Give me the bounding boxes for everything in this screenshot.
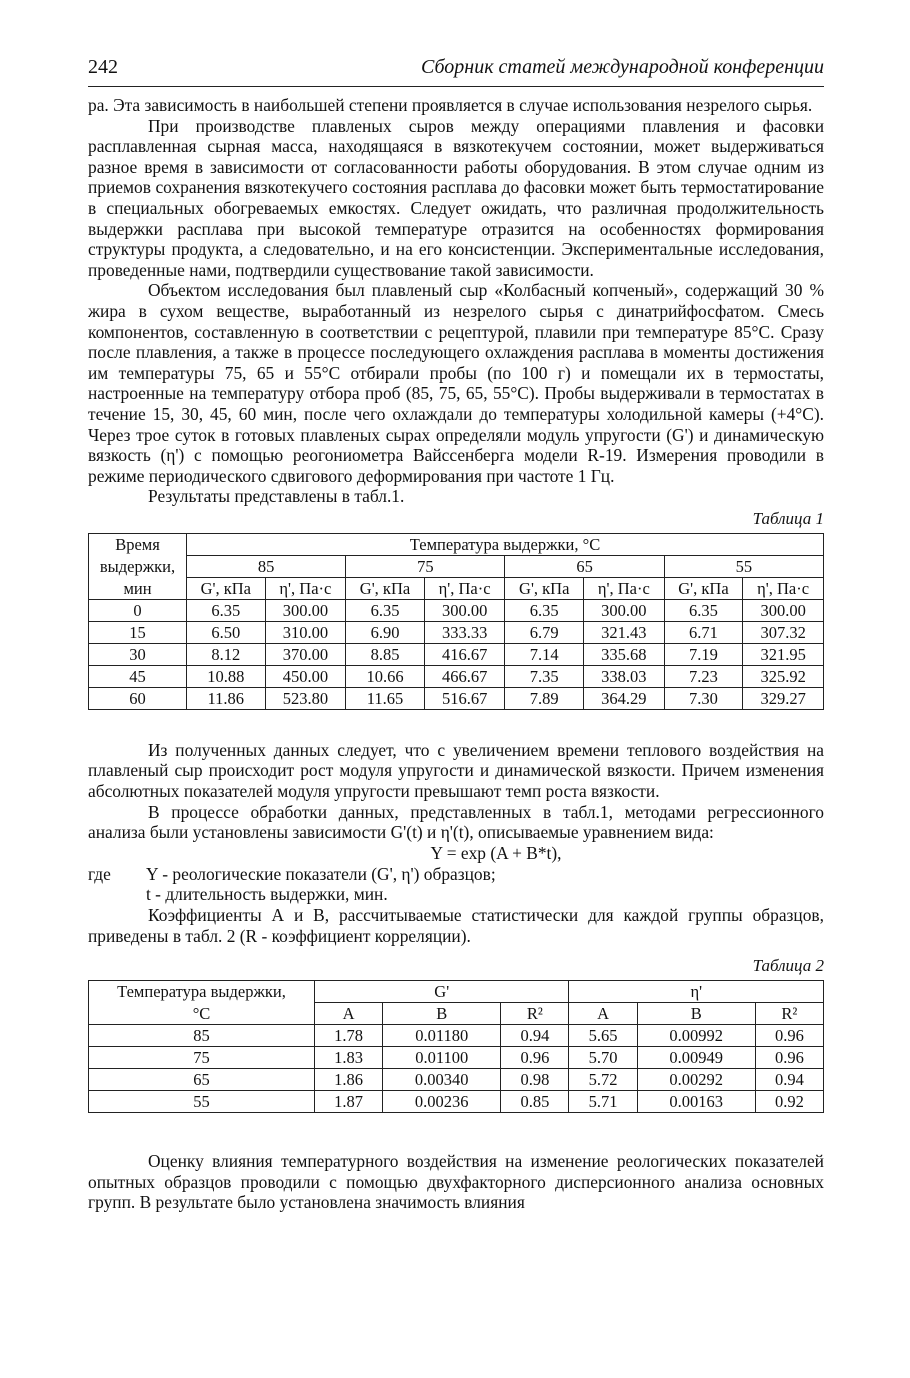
- table-cell: 300.00: [424, 599, 505, 621]
- paragraph-3: Объектом исследования был плавленый сыр «Колбасный копченый», содержащий 30 % жира в сухом веществе, выработанный из незрелого сырья с динатрийфосфатом. Смесь компонентов, составленную в соответствии с рецептурой, плавили при температуре 85°С. Сразу после плавления, а также в процессе последующего охлаждения расплава в моменты достижения им температуры 75, 65 и 55°С отбирали пробы (по 100 г) и помещали их в термостаты, настроенные на температуру отбора проб (85, 75, 65, 55°С). Пробы выдерживали в термостатах в течение 15, 30, 45, 60 мин, после чего охлаждали до температуры холодильной камеры (+4°С). Через трое суток в готовых плавленых сырах определяли модуль упругости (G') и динамическую вязкость (η') с помощью реогониометра Вайссенберга модели R-19. Измерения проводили в режиме периодического сдвигового деформирования при частоте 1 Гц.: [88, 280, 824, 486]
- where-y-text: Y - реологические показатели (G', η') образцов;: [146, 863, 496, 884]
- table-row: [89, 981, 824, 1003]
- table-row: [89, 1047, 824, 1069]
- table-cell: 75: [89, 1047, 315, 1069]
- table-cell: 7.35: [505, 665, 584, 687]
- table-header-cell: R²: [755, 1003, 823, 1025]
- table-cell: 516.67: [424, 687, 505, 709]
- equation: Y = exp (A + B*t),: [430, 842, 562, 863]
- table-cell: 0.96: [501, 1047, 569, 1069]
- table-cell: 0.01100: [383, 1047, 501, 1069]
- table-cell: 364.29: [584, 687, 665, 709]
- table-cell: 0.94: [755, 1069, 823, 1091]
- table-cell: 1.86: [315, 1069, 383, 1091]
- table-cell: 10.88: [187, 665, 266, 687]
- page: [88, 52, 824, 1213]
- where-label: где: [88, 863, 111, 884]
- where-line-t: t - длительность выдержки, мин.: [146, 884, 388, 905]
- page-header: [88, 52, 824, 87]
- table-cell: 0.96: [755, 1025, 823, 1047]
- table-header-cell: 65: [505, 555, 664, 577]
- table-cell: 6.71: [664, 621, 743, 643]
- table-cell: 300.00: [584, 599, 665, 621]
- table-header-cell: Температура выдержки, °С: [187, 533, 824, 555]
- table-header-cell: выдержки,: [89, 555, 187, 577]
- table-cell: 370.00: [265, 643, 346, 665]
- table-cell: 310.00: [265, 621, 346, 643]
- table-cell: 5.65: [569, 1025, 637, 1047]
- table-cell: 65: [89, 1069, 315, 1091]
- table-cell: 300.00: [265, 599, 346, 621]
- table-row: [89, 1069, 824, 1091]
- table-header-cell: °С: [89, 1003, 315, 1025]
- table-header-cell: G', кПа: [346, 577, 425, 599]
- table-header-cell: η', Па·с: [265, 577, 346, 599]
- table-cell: 416.67: [424, 643, 505, 665]
- table-cell: 6.79: [505, 621, 584, 643]
- table-cell: 11.65: [346, 687, 425, 709]
- paragraph-2: При производстве плавленых сыров между операциями плавления и фасовки расплавленная сырная масса, находящаяся в вязкотекучем состоянии, может выдерживаться разное время в зависимости от согласованности работы оборудования. В этом случае одним из приемов сохранения вязкотекучего состояния расплава до фасовки может быть термостатирование в специальных обогреваемых емкостях. Следует ожидать, что различная продолжительность выдержки расплава при высокой температуре отразится на особенностях формирования структуры продукта, а следовательно, и на его консистенции. Экспериментальные исследования, проведенные нами, подтвердили существование такой зависимости.: [88, 115, 824, 280]
- table-row: [89, 577, 824, 599]
- table-cell: 0.01180: [383, 1025, 501, 1047]
- table-row: [89, 665, 824, 687]
- table-cell: 6.35: [187, 599, 266, 621]
- table-cell: 7.30: [664, 687, 743, 709]
- table-header-cell: η', Па·с: [743, 577, 824, 599]
- table-cell: 0.00163: [637, 1091, 755, 1113]
- table-1-caption: Таблица 1: [752, 508, 824, 528]
- table-cell: 0.00340: [383, 1069, 501, 1091]
- paragraph-7: Коэффициенты А и В, рассчитываемые статистически для каждой группы образцов, приведены в табл. 2 (R - коэффициент корреляции).: [88, 905, 824, 946]
- table-cell: 0.92: [755, 1091, 823, 1113]
- table-header-cell: 85: [187, 555, 346, 577]
- table-cell: 85: [89, 1025, 315, 1047]
- table-row: [89, 643, 824, 665]
- table-row: [89, 533, 824, 555]
- table-header-cell: G', кПа: [505, 577, 584, 599]
- table-header-cell: 75: [346, 555, 505, 577]
- table-header-cell: A: [569, 1003, 637, 1025]
- paragraph-8: Оценку влияния температурного воздействия на изменение реологических показателей опытных образцов проводили с помощью двухфакторного дисперсионного анализа основных групп. В результате было установлена значимость влияния: [88, 1151, 824, 1213]
- table-cell: 0.96: [755, 1047, 823, 1069]
- table-cell: 1.83: [315, 1047, 383, 1069]
- table-header-cell: B: [637, 1003, 755, 1025]
- table-cell: 0.00992: [637, 1025, 755, 1047]
- table-cell: 338.03: [584, 665, 665, 687]
- table-header-cell: мин: [89, 577, 187, 599]
- table-2-caption: Таблица 2: [752, 956, 824, 976]
- paragraph-4: Результаты представлены в табл.1.: [148, 486, 405, 507]
- table-cell: 60: [89, 687, 187, 709]
- table-cell: 325.92: [743, 665, 824, 687]
- table-cell: 5.70: [569, 1047, 637, 1069]
- table-cell: 8.12: [187, 643, 266, 665]
- table-cell: 6.50: [187, 621, 266, 643]
- table-cell: 45: [89, 665, 187, 687]
- table-cell: 1.87: [315, 1091, 383, 1113]
- table-cell: 0.00292: [637, 1069, 755, 1091]
- table-row: [89, 555, 824, 577]
- table-cell: 5.72: [569, 1069, 637, 1091]
- table-cell: 321.43: [584, 621, 665, 643]
- table-cell: 307.32: [743, 621, 824, 643]
- table-cell: 0.94: [501, 1025, 569, 1047]
- table-row: [89, 621, 824, 643]
- table-cell: 1.78: [315, 1025, 383, 1047]
- table-cell: 0.98: [501, 1069, 569, 1091]
- table-header-cell: 55: [664, 555, 823, 577]
- table-cell: 15: [89, 621, 187, 643]
- table-header-cell: Температура выдержки,: [89, 981, 315, 1003]
- table-cell: 0.85: [501, 1091, 569, 1113]
- table-cell: 7.23: [664, 665, 743, 687]
- paragraph-1: ра. Эта зависимость в наибольшей степени проявляется в случае использования незрелого сырья.: [88, 95, 813, 115]
- paragraph-5: Из полученных данных следует, что с увеличением времени теплового воздействия на плавленый сыр происходит рост модуля упругости и динамической вязкости. Причем изменения абсолютных показателей модуля упругости превышают темп роста вязкости.: [88, 739, 824, 802]
- table-row: [89, 1003, 824, 1025]
- table-cell: 450.00: [265, 665, 346, 687]
- table-header-cell: G', кПа: [664, 577, 743, 599]
- table-header-cell: Время: [89, 533, 187, 555]
- table-cell: 0.00236: [383, 1091, 501, 1113]
- table-2: [88, 980, 824, 1113]
- table-cell: 335.68: [584, 643, 665, 665]
- table-cell: 30: [89, 643, 187, 665]
- table-cell: 6.35: [505, 599, 584, 621]
- table-header-cell: A: [315, 1003, 383, 1025]
- table-header-cell: η', Па·с: [584, 577, 665, 599]
- running-title: Сборник статей международной конференции: [421, 56, 824, 78]
- table-cell: 0: [89, 599, 187, 621]
- table-cell: 7.14: [505, 643, 584, 665]
- table-row: [89, 1091, 824, 1113]
- table-cell: 523.80: [265, 687, 346, 709]
- table-cell: 10.66: [346, 665, 425, 687]
- table-cell: 300.00: [743, 599, 824, 621]
- table-cell: 6.35: [346, 599, 425, 621]
- table-cell: 329.27: [743, 687, 824, 709]
- table-header-cell: R²: [501, 1003, 569, 1025]
- where-line-y: [88, 864, 824, 885]
- table-row: [89, 687, 824, 709]
- table-cell: 11.86: [187, 687, 266, 709]
- table-cell: 8.85: [346, 643, 425, 665]
- table-cell: 7.19: [664, 643, 743, 665]
- paragraph-6: В процессе обработки данных, представленных в табл.1, методами регрессионного анализа были установлены зависимости G'(t) и η'(t), описываемые уравнением вида:: [88, 801, 824, 843]
- table-header-cell: G': [315, 981, 569, 1003]
- table-cell: 0.00949: [637, 1047, 755, 1069]
- table-row: [89, 1025, 824, 1047]
- table-header-cell: G', кПа: [187, 577, 266, 599]
- table-header-cell: η', Па·с: [424, 577, 505, 599]
- table-header-cell: η': [569, 981, 824, 1003]
- table-cell: 55: [89, 1091, 315, 1113]
- table-cell: 5.71: [569, 1091, 637, 1113]
- table-cell: 6.35: [664, 599, 743, 621]
- table-cell: 6.90: [346, 621, 425, 643]
- table-cell: 321.95: [743, 643, 824, 665]
- table-row: [89, 599, 824, 621]
- table-cell: 466.67: [424, 665, 505, 687]
- page-number: 242: [88, 56, 118, 78]
- table-cell: 333.33: [424, 621, 505, 643]
- table-cell: 7.89: [505, 687, 584, 709]
- table-1: [88, 533, 824, 710]
- table-header-cell: B: [383, 1003, 501, 1025]
